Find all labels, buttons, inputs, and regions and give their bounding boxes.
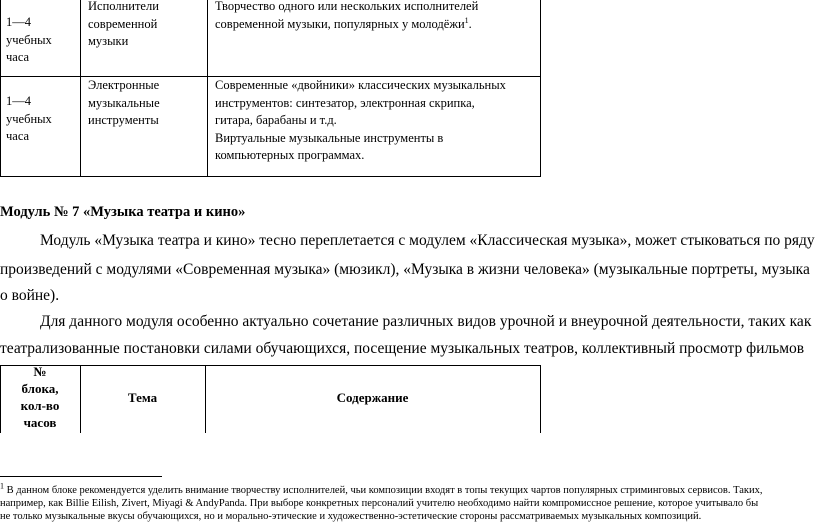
table-row-content: Творчество одного или нескольких исполнителей современной музыки, популярных у молодёжи$^1$. — [215, 0, 479, 31]
paragraph-line: произведений с модулями «Современная музыка» (мюзикл), «Музыка в жизни человека» (музыкальные портреты, музыка — [0, 261, 810, 278]
bottom-table — [0, 365, 541, 433]
table-column-divider — [207, 0, 208, 177]
table-top-border — [0, 365, 541, 366]
table-bottom-border — [0, 176, 541, 177]
paragraph-line: о войне). — [0, 287, 60, 304]
footnote-text: $^1$ В данном блоке рекомендуется уделить внимание творчеству исполнителей, чьи композиции входят в топы текущих чартов популярных стриминговых сервисов. Таких, например, как Billie Eilish, Zivert, Miyagi & AndyPanda. При выборе конкретных персоналий учителю необходимо найти компромиссное решение, которое учитывало бы не только музыкальные вкусы обучающихся, но и морально-этические и художественно-эстетические стороны рассматриваемых музыкальных композиций. — [0, 481, 763, 522]
paragraph-line: Для данного модуля особенно актуально сочетание различных видов урочной и внеурочной деятельности, таких как — [40, 313, 812, 330]
module-heading: Модуль № 7 «Музыка театра и кино» — [0, 204, 246, 220]
table-row-topic: Электронные музыкальные инструменты — [88, 78, 160, 127]
paragraph-line: Модуль «Музыка театра и кино» тесно переплетается с модулем «Классическая музыка», может стыковаться по ряду — [40, 232, 815, 249]
table-right-border — [540, 365, 541, 433]
paragraph-line: театрализованные постановки силами обучающихся, посещение музыкальных театров, коллективный просмотр фильмов — [0, 340, 805, 357]
header-topic: Тема — [127, 390, 158, 405]
footnote-separator — [0, 476, 162, 477]
footnote-mark: 1 — [464, 15, 469, 25]
table-right-border — [540, 0, 541, 177]
table-column-divider — [80, 0, 81, 177]
header-block-hours: № блока, кол-во часов — [20, 364, 60, 430]
footnote-mark: 1 — [0, 481, 4, 491]
table-row-topic: Исполнители современной музыки — [88, 0, 159, 48]
table-row-hours: 1—4 учебных часа — [6, 94, 52, 143]
table-left-border — [0, 0, 1, 177]
header-content: Содержание — [336, 390, 409, 405]
table-row-content: Современные «двойники» классических музыкальных инструментов: синтезатор, электронная скрипка, гитара, барабаны и т.д. Виртуальные музыкальные инструменты в компьютерных программах. — [215, 78, 506, 162]
table-row-hours: 1—4 учебных часа — [6, 15, 52, 64]
top-table — [0, 0, 541, 177]
